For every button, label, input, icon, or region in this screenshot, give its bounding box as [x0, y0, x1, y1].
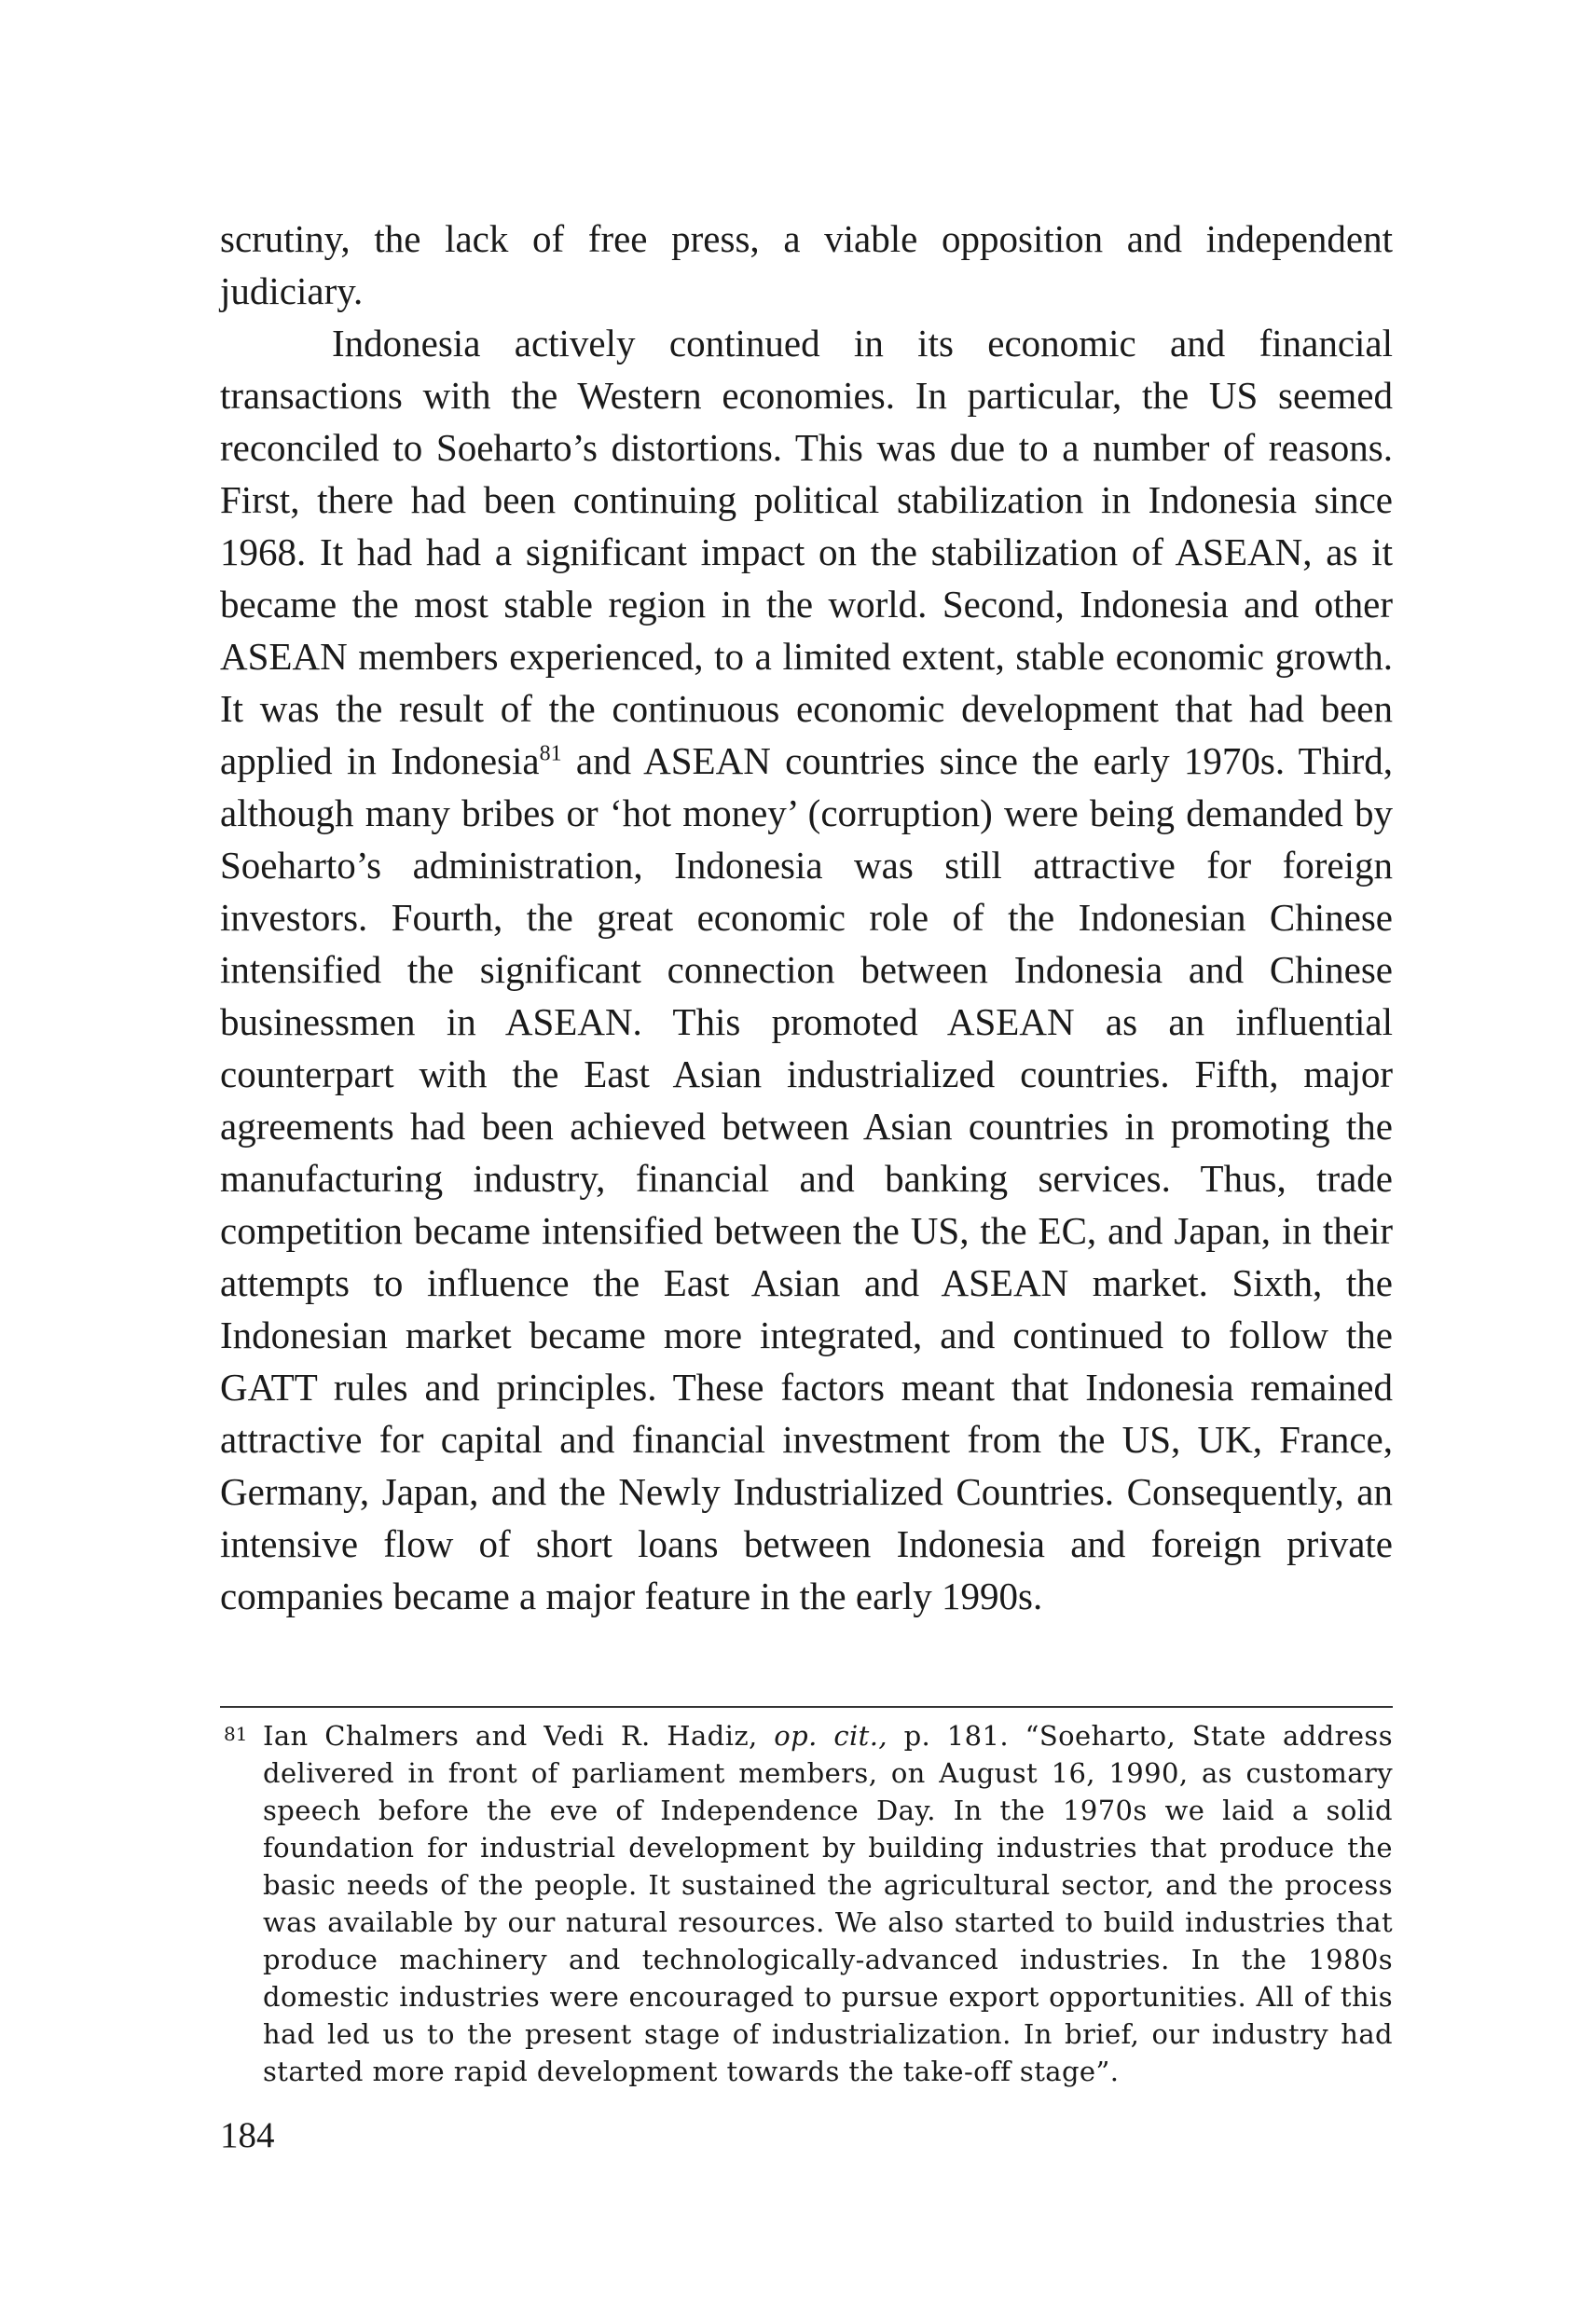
paragraph-indonesia-transactions — [220, 317, 1393, 1622]
paragraph-continued: scrutiny, the lack of free press, a viable opposition and independent judiciary. — [220, 217, 1393, 312]
paragraph-text-part-2: and ASEAN countries since the early 1970s. Third, although many bribes or ‘hot money’ (corruption) were being demanded by Soeharto’s administration, Indonesia was still attractive for foreign investors. Fourth, the great economic role of the Indonesian Chinese intensified the significant connection between Indonesia and Chinese businessmen in ASEAN. This promoted ASEAN as an influential counterpart with the East Asian industrialized countries. Fifth, major agreements had been achieved between Asian countries in promoting the manufacturing industry, financial and banking services. Thus, trade competition became intensified between the US, the EC, and Japan, in their attempts to influence the East Asian and ASEAN market. Sixth, the Indonesian market became more integrated, and continued to follow the GATT rules and principles. These factors meant that Indonesia remained attractive for capital and financial investment from the US, UK, France, Germany, Japan, and the Newly Industrialized Countries. Consequently, an intensive flow of short loans between Indonesia and foreign private companies became a major feature in the early 1990s. — [220, 739, 1393, 1617]
page-number: 184 — [220, 2115, 275, 2155]
body-text — [220, 213, 1393, 1622]
footnote-reference[interactable]: 81 — [539, 741, 562, 766]
footnote-text-part-1: Ian Chalmers and Vedi R. Hadiz, — [263, 1720, 775, 1752]
footnote-text — [263, 1717, 1393, 2090]
footnote — [220, 1717, 1393, 2090]
footnote-number: 81 — [224, 1723, 248, 1745]
footnote-italic-citation: op. cit., — [774, 1720, 887, 1752]
paragraph-text-part-1: Indonesia actively continued in its economic and financial transactions with the Western economies. In particular, the US seemed reconciled to Soeharto’s distortions. This was due to a number of reasons. First, there had been continuing political stabilization in Indonesia since 1968. It had had a significant impact on the stabilization of ASEAN, as it became the most stable region in the world. Second, Indonesia and other ASEAN members experienced, to a limited extent, stable economic growth. It was the result of the continuous economic development that had been applied in Indonesia — [220, 322, 1393, 782]
footnote-divider — [220, 1706, 1393, 1708]
footnote-text-part-2: p. 181. “Soeharto, State address delivered in front of parliament members, on August 16, 1990, as customary speech before the eve of Independence Day. In the 1970s we laid a solid foundation for industrial development by building industries that produce the basic needs of the people. It sustained the agricultural sector, and the process was available by our natural resources. We also started to build industries that produce machinery and technologically-advanced industries. In the 1980s domestic industries were encouraged to pursue export opportunities. All of this had led us to the present stage of industrialization. In brief, our industry had started more rapid development towards the take-off stage”. — [263, 1720, 1393, 2087]
